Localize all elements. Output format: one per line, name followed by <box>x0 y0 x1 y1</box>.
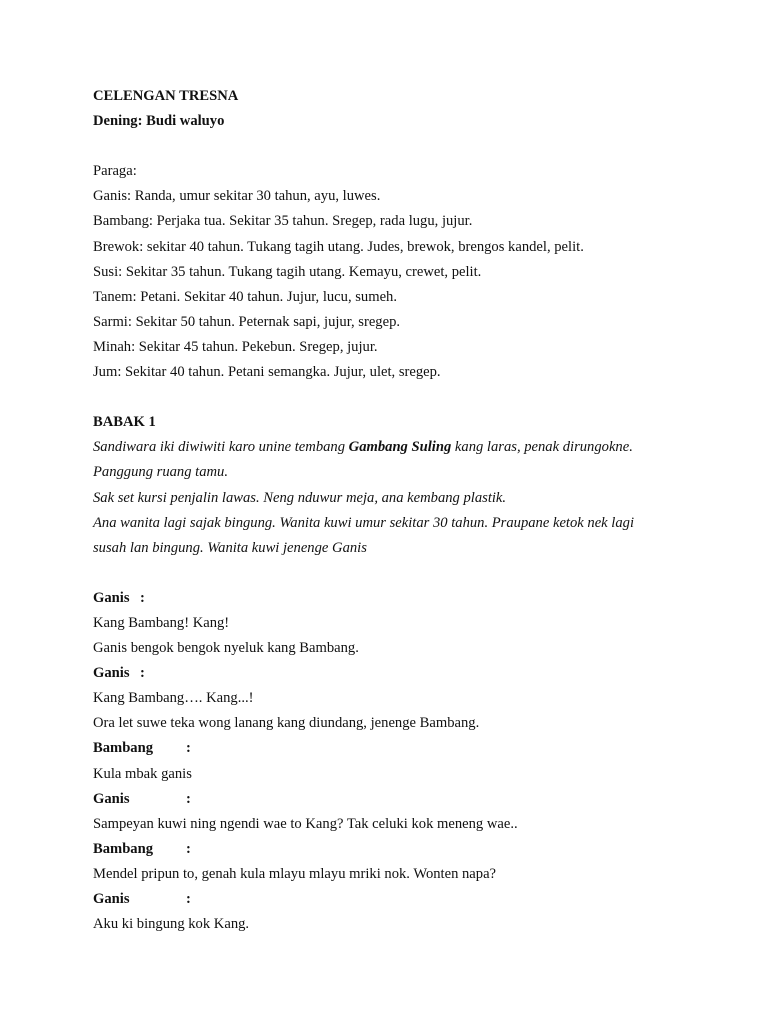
stage-direction <box>93 438 713 463</box>
dialogue-line: Ora let suwe teka wong lanang kang diundang, jenenge Bambang. <box>93 715 480 732</box>
speaker-colon: : <box>140 589 145 606</box>
speaker-name: Ganis <box>93 589 130 606</box>
speaker-tag <box>93 739 713 764</box>
speaker-tag <box>93 790 713 815</box>
cast-item-minah: Minah: Sekitar 45 tahun. Pekebun. Sregep, jujur. <box>93 338 378 355</box>
cast-item-jum: Jum: Sekitar 40 tahun. Petani semangka. Jujur, ulet, sregep. <box>93 364 441 381</box>
play-title: CELENGAN TRESNA <box>93 88 239 104</box>
speaker-colon: : <box>186 840 191 857</box>
cast-item-sarmi: Sarmi: Sekitar 50 tahun. Peternak sapi, jujur, sregep. <box>93 313 401 330</box>
speaker-tag <box>93 890 713 915</box>
stage-direction: Ana wanita lagi sajak bingung. Wanita kuwi umur sekitar 30 tahun. Praupane ketok nek lagi <box>93 514 635 531</box>
act-heading: BABAK 1 <box>93 414 156 431</box>
speaker-name: Ganis <box>93 790 130 807</box>
cast-heading: Paraga: <box>93 163 137 180</box>
stage-text: Sandiwara iki diwiwiti karo unine tembang <box>93 439 349 456</box>
stage-direction: Panggung ruang tamu. <box>93 464 228 481</box>
spacer <box>93 564 713 589</box>
spacer <box>93 137 713 162</box>
song-title: Gambang Suling <box>348 439 452 456</box>
dialogue-line: Ganis bengok bengok nyeluk kang Bambang. <box>93 640 359 657</box>
cast-item-ganis: Ganis: Randa, umur sekitar 30 tahun, ayu, luwes. <box>93 188 381 205</box>
cast-item-tanem: Tanem: Petani. Sekitar 40 tahun. Jujur, lucu, sumeh. <box>93 288 397 305</box>
speaker-name: Bambang <box>93 740 154 757</box>
dialogue-line: Kang Bambang! Kang! <box>93 614 230 631</box>
dialogue-line: Kang Bambang…. Kang...! <box>93 690 254 707</box>
speaker-colon: : <box>140 665 145 682</box>
speaker-tag <box>93 589 713 614</box>
speaker-name: Ganis <box>93 891 130 907</box>
speaker-colon: : <box>186 891 191 907</box>
dialogue-line: Sampeyan kuwi ning ngendi wae to Kang? Tak celuki kok meneng wae.. <box>93 815 518 832</box>
stage-text: kang laras, penak dirungokne. <box>451 439 633 456</box>
cast-item-brewok: Brewok: sekitar 40 tahun. Tukang tagih utang. Judes, brewok, brengos kandel, pelit. <box>93 238 584 255</box>
speaker-name: Ganis <box>93 665 130 682</box>
speaker-name: Bambang <box>93 840 154 857</box>
dialogue-line: Aku ki bingung kok Kang. <box>93 916 250 933</box>
speaker-colon: : <box>186 740 191 757</box>
stage-direction: Sak set kursi penjalin lawas. Neng nduwur meja, ana kembang plastik. <box>93 489 507 506</box>
stage-direction: susah lan bingung. Wanita kuwi jenenge Ganis <box>93 539 367 556</box>
author-line: Dening: Budi waluyo <box>93 113 225 130</box>
speaker-colon: : <box>186 790 191 807</box>
cast-item-bambang: Bambang: Perjaka tua. Sekitar 35 tahun. Sregep, rada lugu, jujur. <box>93 213 473 230</box>
dialogue-line: Mendel pripun to, genah kula mlayu mlayu mriki nok. Wonten napa? <box>93 865 497 882</box>
cast-item-susi: Susi: Sekitar 35 tahun. Tukang tagih utang. Kemayu, crewet, pelit. <box>93 263 482 280</box>
speaker-tag <box>93 840 713 865</box>
document-page <box>93 87 713 940</box>
speaker-tag <box>93 664 713 689</box>
dialogue-line: Kula mbak ganis <box>93 765 192 782</box>
spacer <box>93 388 713 413</box>
